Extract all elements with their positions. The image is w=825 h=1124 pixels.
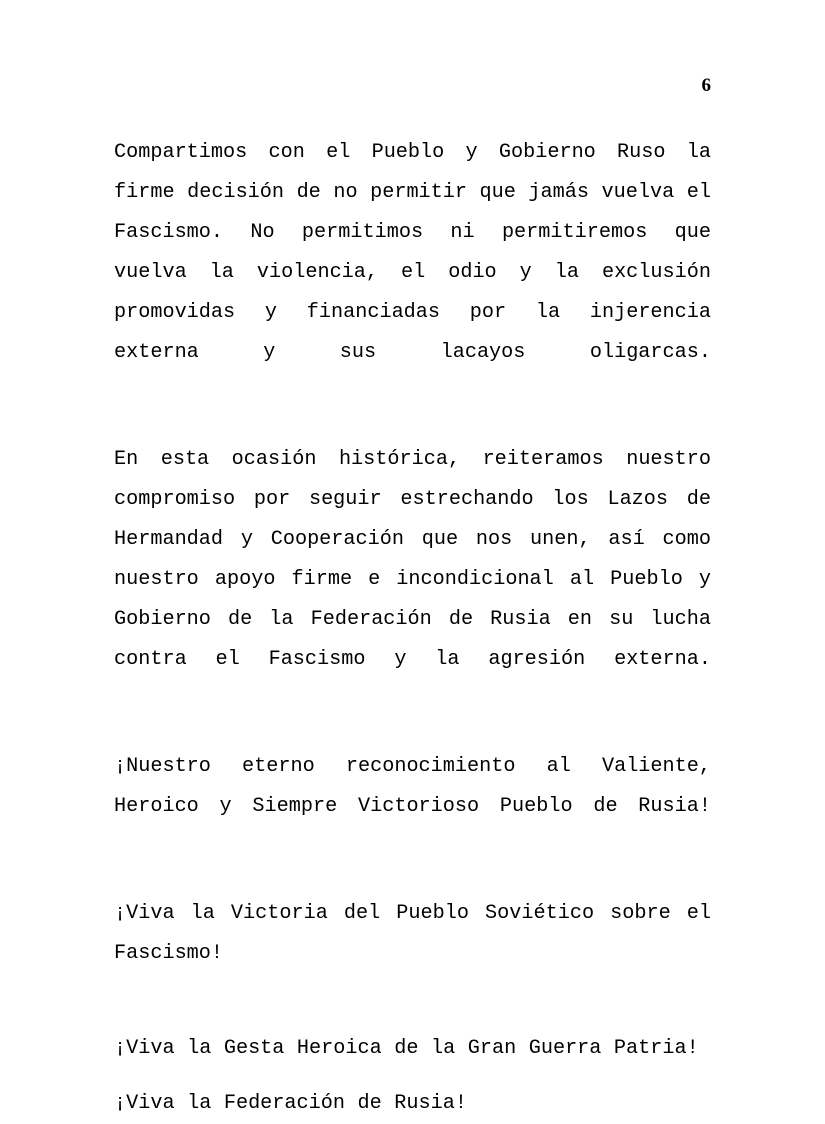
page-number: 6 <box>701 75 711 96</box>
paragraph-1: Compartimos con el Pueblo y Gobierno Ruso la firme decisión de no permitir que jamás vuelva el Fascismo. No permitimos ni permitiremos que vuelva la violencia, el odio y la exclusión promovidas y financiadas por la injerencia externa y sus lacayos oligarcas. <box>114 141 724 364</box>
paragraph-5: ¡Viva la Gesta Heroica de la Gran Guerra Patria! <box>114 1037 699 1060</box>
paragraph-4: ¡Viva la Victoria del Pueblo Soviético sobre el Fascismo! <box>114 902 724 965</box>
paragraph-2: En esta ocasión histórica, reiteramos nuestro compromiso por seguir estrechando los Lazos de Hermandad y Cooperación que nos unen, así como nuestro apoyo firme e incondicional al Pueblo y Gobierno de la Federación de Rusia en su lucha contra el Fascismo y la agresión externa. <box>114 448 724 671</box>
paragraph-3: ¡Nuestro eterno reconocimiento al Valiente, Heroico y Siempre Victorioso Pueblo de Rusia! <box>114 755 724 818</box>
document-body <box>114 133 724 1124</box>
paragraph-6: ¡Viva la Federación de Rusia! <box>114 1092 467 1115</box>
